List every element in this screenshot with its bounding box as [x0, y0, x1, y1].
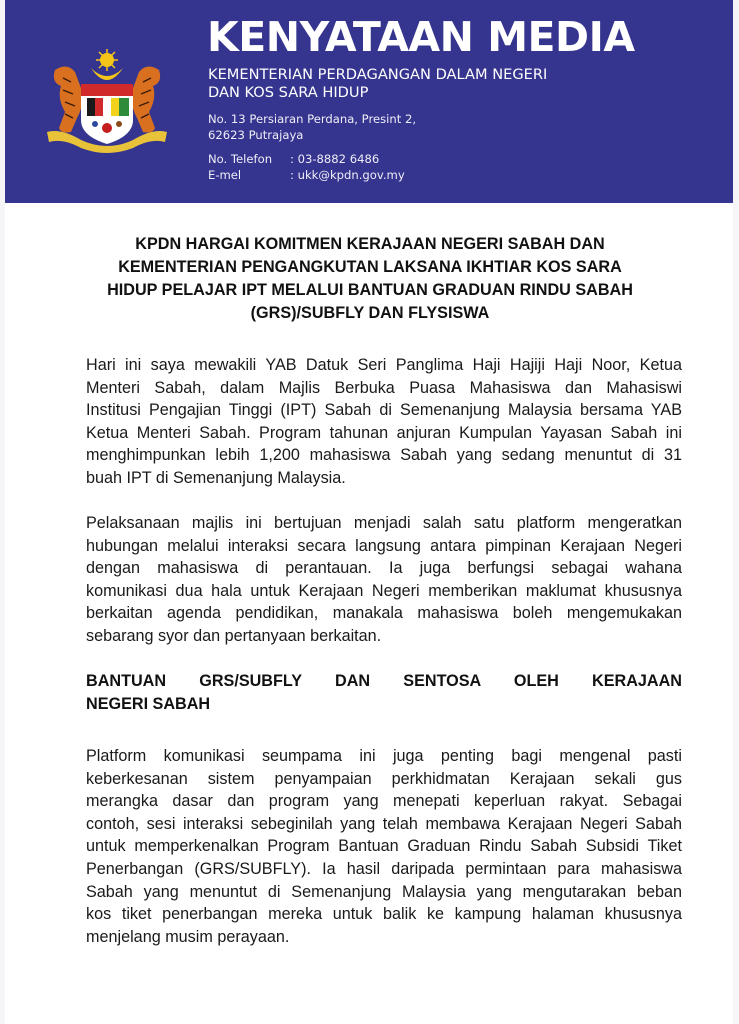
address-line: 62623 Putrajaya [208, 128, 304, 142]
title-line: (GRS)/SUBFLY DAN FLYSISWA [250, 304, 490, 322]
banner-title: KENYATAAN MEDIA [207, 13, 635, 61]
paragraph-line: Platform komunikasi seumpama ini juga penting bagi mengenal pasti [86, 747, 682, 765]
ministry-name-line: KEMENTERIAN PERDAGANGAN DALAM NEGERI [208, 66, 548, 83]
paragraph-line: Hari ini saya mewakili YAB Datuk Seri Panglima Haji Hajiji Haji Noor, Ketua [86, 356, 682, 374]
paragraph-3 [86, 745, 682, 948]
email-value[interactable]: : ukk@kpdn.gov.my [290, 168, 405, 182]
paragraph-1 [86, 354, 682, 490]
malaysia-coat-of-arms-icon [41, 48, 173, 156]
paragraph-2 [86, 512, 682, 648]
title-line: KEMENTERIAN PENGANGKUTAN LAKSANA IKHTIAR KOS SARA [118, 258, 622, 276]
paragraph-line: Pelaksanaan majlis ini bertujuan menjadi salah satu platform mengeratkan [86, 514, 682, 532]
paragraph-line: merangka dasar dan program yang menepati keperluan rakyat. Sebagai [86, 792, 682, 811]
paragraph-line: berkaitan agenda pendidikan, manakala mahasiswa boleh mengemukakan [86, 604, 682, 623]
paragraph-line: Sabah yang menuntut di Semenanjung Malaysia yang mengutarakan beban [86, 882, 682, 901]
heading-line: BANTUAN GRS/SUBFLY DAN SENTOSA OLEH KERAJAAN [86, 672, 682, 690]
paragraph-line: untuk memperkenalkan Program Bantuan Graduan Rindu Sabah Subsidi Tiket [86, 837, 682, 856]
ministry-address [208, 111, 416, 143]
paragraph-line: hubungan melalui interaksi secara langsung antara pimpinan Kerajaan Negeri [86, 536, 682, 555]
paragraph-line: Penerbangan (GRS/SUBFLY). Ia hasil daripada permintaan para mahasiswa [86, 859, 682, 878]
paragraph-line: keberkesanan sistem penyampaian perkhidmatan Kerajaan sekali gus [86, 769, 682, 788]
press-release-page [5, 0, 733, 1024]
title-line: HIDUP PELAJAR IPT MELALUI BANTUAN GRADUAN RINDU SABAH [107, 281, 633, 299]
contact-email [208, 167, 405, 183]
paragraph-line: contoh, sesi interaksi sebeginilah yang telah membawa Kerajaan Negeri Sabah [86, 814, 682, 833]
paragraph-line: menjelang musim perayaan. [86, 927, 290, 946]
paragraph-line: sebarang syor dan pertanyaan berkaitan. [86, 626, 382, 645]
heading-line: NEGERI SABAH [86, 695, 211, 713]
contact-phone [208, 151, 405, 167]
ministry-name-line: DAN KOS SARA HIDUP [208, 84, 369, 101]
paragraph-line: buah IPT di Semenanjung Malaysia. [86, 468, 346, 487]
contact-label: No. Telefon [208, 152, 273, 166]
document-title [75, 233, 665, 325]
paragraph-line: kos tiket penerbangan mereka untuk balik ke kampung halaman khususnya [86, 905, 682, 924]
paragraph-line: komunikasi dua hala untuk Kerajaan Negeri memberikan maklumat khususnya [86, 581, 682, 600]
section-heading [86, 670, 682, 716]
paragraph-line: Ketua Menteri Sabah. Program tahunan anjuran Kumpulan Yayasan Sabah ini [86, 423, 682, 442]
paragraph-line: menghimpunkan lebih 1,200 mahasiswa Sabah yang sedang menuntut di 31 [86, 446, 682, 465]
title-line: KPDN HARGAI KOMITMEN KERAJAAN NEGERI SABAH DAN [135, 235, 605, 253]
letterhead-banner [5, 0, 733, 203]
contact-info [208, 151, 405, 183]
paragraph-line: dengan mahasiswa di perantauan. Ia juga berfungsi sebagai wahana [86, 559, 682, 578]
address-line: No. 13 Persiaran Perdana, Presint 2, [208, 112, 417, 126]
paragraph-line: Institusi Pengajian Tinggi (IPT) Sabah di Semenanjung Malaysia bersama YAB [86, 401, 682, 420]
contact-label: E-mel [208, 168, 242, 182]
phone-value: : 03-8882 6486 [290, 152, 380, 166]
paragraph-line: Menteri Sabah, dalam Majlis Berbuka Puasa Mahasiswa dan Mahasiswi [86, 378, 682, 397]
ministry-name [208, 66, 547, 102]
